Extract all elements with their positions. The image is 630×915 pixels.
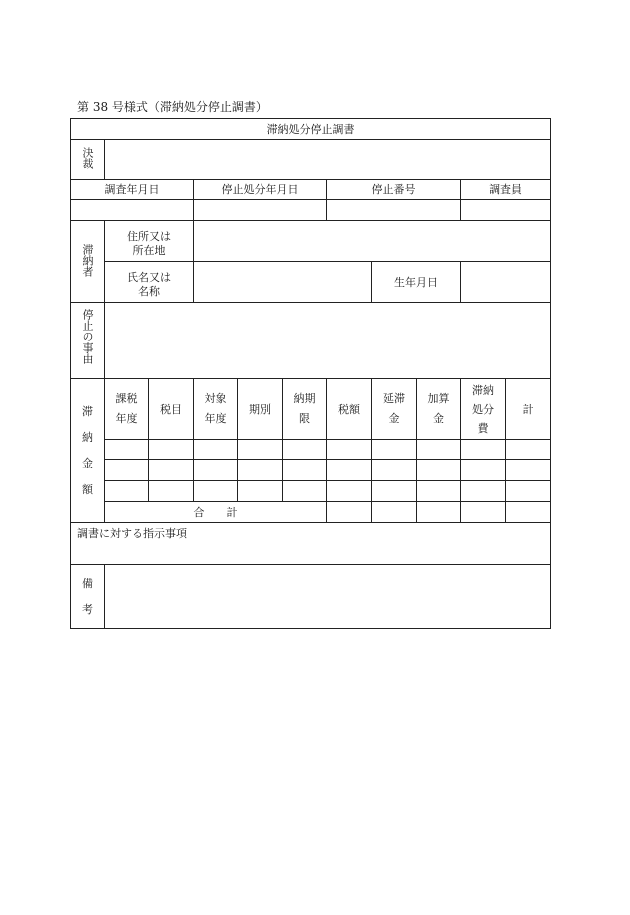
address-label: 住所又は 所在地 <box>105 221 194 262</box>
total-row <box>71 502 551 523</box>
col-tax-item: 税目 <box>149 379 194 440</box>
investigator-header: 調査員 <box>461 180 551 200</box>
amounts-section-label: 滞 納 金 額 <box>71 379 105 523</box>
birthdate-label: 生年月日 <box>372 262 461 303</box>
taxpayer-section-label: 滞納者 <box>71 221 105 303</box>
stop-date-field[interactable] <box>194 200 327 221</box>
col-total: 計 <box>506 379 551 440</box>
amount-row <box>71 460 551 481</box>
stop-number-field[interactable] <box>327 200 461 221</box>
suspension-report-form <box>70 118 551 629</box>
name-field[interactable] <box>194 262 372 303</box>
name-label: 氏名又は 名称 <box>105 262 194 303</box>
total-label: 合 計 <box>105 502 327 523</box>
reason-label: 停止の事由 <box>71 303 105 379</box>
col-tax-year: 課税 年度 <box>105 379 149 440</box>
form-title: 滞納処分停止調書 <box>71 119 551 140</box>
stop-number-header: 停止番号 <box>327 180 461 200</box>
investigator-field[interactable] <box>461 200 551 221</box>
col-disposition-cost: 滞納 処分 費 <box>461 379 506 440</box>
col-target-year: 対象 年度 <box>194 379 238 440</box>
amount-row <box>71 440 551 460</box>
address-field[interactable] <box>194 221 551 262</box>
survey-date-header: 調査年月日 <box>71 180 194 200</box>
col-late-fee: 延滞 金 <box>372 379 417 440</box>
kessai-label: 決裁 <box>71 140 105 180</box>
kessai-field[interactable] <box>105 140 551 180</box>
instructions-label: 調書に対する指示事項 <box>77 527 187 540</box>
survey-date-field[interactable] <box>71 200 194 221</box>
reason-field[interactable] <box>105 303 551 379</box>
form-caption: 第 38 号様式（滞納処分停止調書） <box>77 100 268 114</box>
remarks-label: 備 考 <box>71 565 105 629</box>
col-period: 期別 <box>238 379 283 440</box>
col-due-date: 納期 限 <box>283 379 327 440</box>
instructions-field[interactable] <box>71 523 551 565</box>
birthdate-field[interactable] <box>461 262 551 303</box>
stop-date-header: 停止処分年月日 <box>194 180 327 200</box>
remarks-field[interactable] <box>105 565 551 629</box>
col-surcharge: 加算 金 <box>417 379 461 440</box>
amount-row <box>71 481 551 502</box>
col-tax-amount: 税額 <box>327 379 372 440</box>
